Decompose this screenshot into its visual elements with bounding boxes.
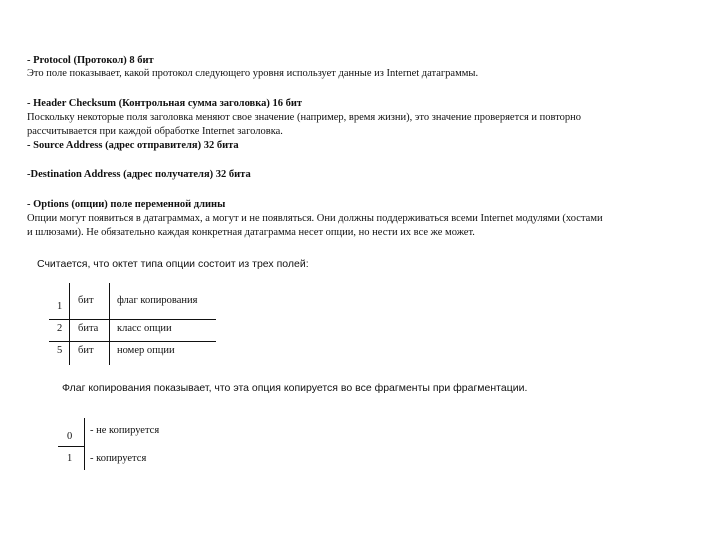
octet-table-row-rule-2 xyxy=(49,341,216,342)
checksum-heading: - Header Checksum (Контрольная сумма заголовка) 16 бит xyxy=(27,98,303,109)
octet-table-row-rule-1 xyxy=(49,319,216,320)
octet-row-3-count: 5 xyxy=(57,345,63,356)
octet-row-3-unit: бит xyxy=(78,345,94,356)
copy-flag-table-row-rule xyxy=(58,446,84,447)
options-text-line-1: Опции могут появиться в датаграммах, а могут и не появляться. Они должны поддерживаться всеми Internet модулями (хостами xyxy=(27,213,603,224)
options-heading: - Options (опции) поле переменной длины xyxy=(27,199,226,210)
checksum-text-line-1: Поскольку некоторые поля заголовка меняют свое значение (например, время жизни), это значение проверяется и повторно xyxy=(27,112,582,123)
checksum-text-line-2: рассчитывается при каждой обработке Internet заголовка. xyxy=(27,126,283,137)
octet-table-divider-2 xyxy=(109,283,110,365)
source-address-heading: - Source Address (адрес отправителя) 32 бита xyxy=(27,140,239,151)
octet-intro-text: Считается, что октет типа опции состоит из трех полей: xyxy=(37,258,309,270)
copy-flag-intro-text: Флаг копирования показывает, что эта опция копируется во все фрагменты при фрагментации. xyxy=(62,382,528,394)
protocol-text: Это поле показывает, какой протокол следующего уровня использует данные из Internet датаграммы. xyxy=(27,68,479,79)
copy-flag-table-divider xyxy=(84,418,85,470)
octet-row-2-count: 2 xyxy=(57,323,63,334)
octet-row-1-count: 1 xyxy=(57,301,63,312)
octet-table-divider-1 xyxy=(69,283,70,365)
destination-address-heading: -Destination Address (адрес получателя) 32 бита xyxy=(27,169,251,180)
copy-flag-row-1-meaning: - не копируется xyxy=(90,425,160,436)
copy-flag-row-2-value: 1 xyxy=(67,453,73,464)
octet-row-2-unit: бита xyxy=(78,323,99,334)
options-text-line-2: и шлюзами). Не обязательно каждая конкретная датаграмма несет опции, но нести их все же может. xyxy=(27,227,475,238)
protocol-heading: - Protocol (Протокол) 8 бит xyxy=(27,55,154,66)
copy-flag-row-1-value: 0 xyxy=(67,431,73,442)
copy-flag-row-2-meaning: - копируется xyxy=(90,453,147,464)
octet-row-2-field: класс опции xyxy=(117,323,172,334)
octet-row-1-unit: бит xyxy=(78,295,94,306)
octet-row-3-field: номер опции xyxy=(117,345,175,356)
octet-row-1-field: флаг копирования xyxy=(117,295,198,306)
